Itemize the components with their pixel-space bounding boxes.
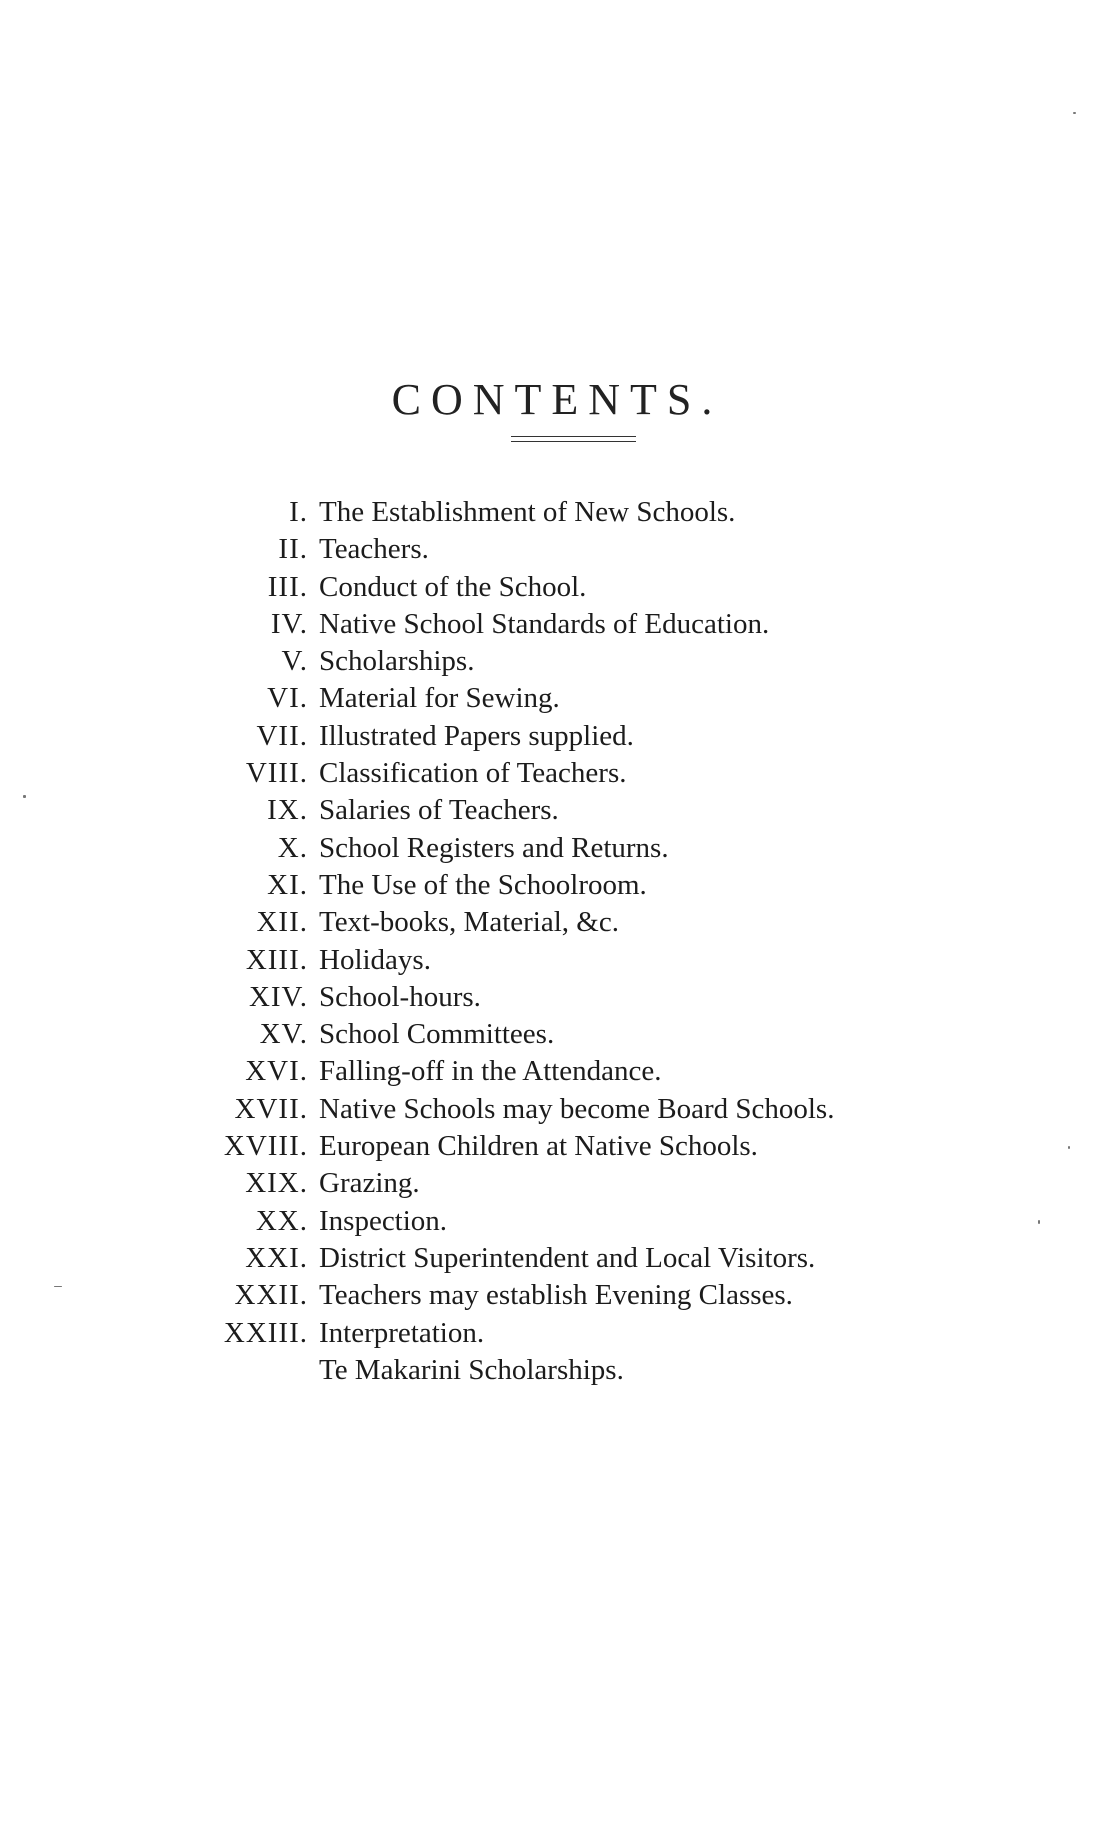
toc-entry-title: Scholarships. <box>319 645 475 678</box>
toc-entry <box>0 867 1114 904</box>
toc-entry-title: The Use of the Schoolroom. <box>319 868 647 901</box>
toc-entry <box>0 1165 1114 1202</box>
toc-entry-title: Salaries of Teachers. <box>319 794 559 827</box>
toc-entry <box>0 755 1114 792</box>
toc-entry-title: Native School Standards of Education. <box>319 607 770 640</box>
toc-entry-number: XIX. <box>245 1167 308 1200</box>
toc-entry-title: Inspection. <box>319 1204 448 1237</box>
toc-entry-title: Falling-off in the Attendance. <box>319 1055 662 1088</box>
toc-entry-number: II. <box>278 533 308 566</box>
toc-entry <box>0 1240 1114 1277</box>
toc-entry-number <box>0 1352 308 1389</box>
toc-entry-number: XII. <box>256 906 308 939</box>
toc-entry-title: Holidays. <box>319 943 431 976</box>
toc-entry-number: V. <box>281 645 308 678</box>
toc-entry-title: School Committees. <box>319 1018 555 1051</box>
toc-entry-number: IV. <box>270 607 308 640</box>
toc-entry <box>0 718 1114 755</box>
toc-entry <box>0 1352 1114 1389</box>
toc-entry-number: XVII. <box>234 1092 308 1125</box>
scan-speck <box>23 795 26 798</box>
toc-entry-title: Te Makarini Scholarships. <box>319 1353 624 1386</box>
toc-entry-number: XVIII. <box>223 1130 308 1163</box>
toc-entry-number: III. <box>267 570 308 603</box>
toc-entry-title: Teachers may establish Evening Classes. <box>319 1279 793 1312</box>
toc-entry-title: European Children at Native Schools. <box>319 1130 758 1163</box>
toc-entry-title: Conduct of the School. <box>319 570 587 603</box>
toc-entry <box>0 569 1114 606</box>
toc-entry <box>0 1315 1114 1352</box>
toc-entry-number: XXII. <box>234 1279 308 1312</box>
scan-speck <box>1038 1220 1040 1224</box>
toc-entry-title: Teachers. <box>319 533 429 566</box>
toc-entry-title: Grazing. <box>319 1167 420 1200</box>
toc-entry <box>0 979 1114 1016</box>
toc-entry-title: School Registers and Returns. <box>319 831 669 864</box>
toc-entry <box>0 606 1114 643</box>
toc-entry <box>0 830 1114 867</box>
toc-entry-number: IX. <box>267 794 308 827</box>
toc-entry-number: XXIII. <box>223 1316 308 1349</box>
toc-entry-title: District Superintendent and Local Visitors. <box>319 1241 816 1274</box>
toc-entry <box>0 1203 1114 1240</box>
toc-entry-title: The Establishment of New Schools. <box>319 496 736 528</box>
toc-entry <box>0 792 1114 829</box>
toc-entry <box>0 643 1114 680</box>
toc-entry-title: School-hours. <box>319 980 481 1013</box>
toc-entry-number: I. <box>289 496 308 528</box>
page-title: CONTENTS. <box>391 375 723 425</box>
toc-entry-number: XI. <box>267 868 308 901</box>
toc-entry-number: VIII. <box>245 757 308 790</box>
toc-entry-title: Illustrated Papers supplied. <box>319 719 634 752</box>
scan-speck <box>1073 112 1076 114</box>
toc-entry-title: Interpretation. <box>319 1316 485 1349</box>
toc-entry-number: XIII. <box>245 943 308 976</box>
toc-entry <box>0 942 1114 979</box>
toc-entry-number: X. <box>277 831 308 864</box>
toc-entry-number: VII. <box>256 719 308 752</box>
toc-entry-number: XXI. <box>245 1241 308 1274</box>
toc-entry <box>0 680 1114 717</box>
toc-entry <box>0 1016 1114 1053</box>
toc-entry <box>0 1053 1114 1090</box>
toc-entry-number: XX. <box>255 1204 308 1237</box>
toc-entry-number: XVI. <box>245 1055 308 1088</box>
toc-entry <box>0 904 1114 941</box>
toc-entry-title: Native Schools may become Board Schools. <box>319 1092 835 1125</box>
toc-entry <box>0 494 1114 531</box>
scan-speck <box>1068 1146 1070 1149</box>
toc-entry-title: Material for Sewing. <box>319 682 560 715</box>
table-of-contents <box>0 494 1114 1389</box>
title-double-rule <box>511 436 636 442</box>
toc-entry <box>0 1277 1114 1314</box>
toc-entry <box>0 1091 1114 1128</box>
toc-entry <box>0 531 1114 568</box>
toc-entry <box>0 1128 1114 1165</box>
toc-entry-title: Text-books, Material, &c. <box>319 906 619 939</box>
scan-speck <box>54 1286 62 1287</box>
toc-entry-number: XIV. <box>248 980 308 1013</box>
toc-entry-title: Classification of Teachers. <box>319 757 627 790</box>
toc-entry-number: XV. <box>259 1018 308 1051</box>
toc-entry-number: VI. <box>267 682 308 715</box>
